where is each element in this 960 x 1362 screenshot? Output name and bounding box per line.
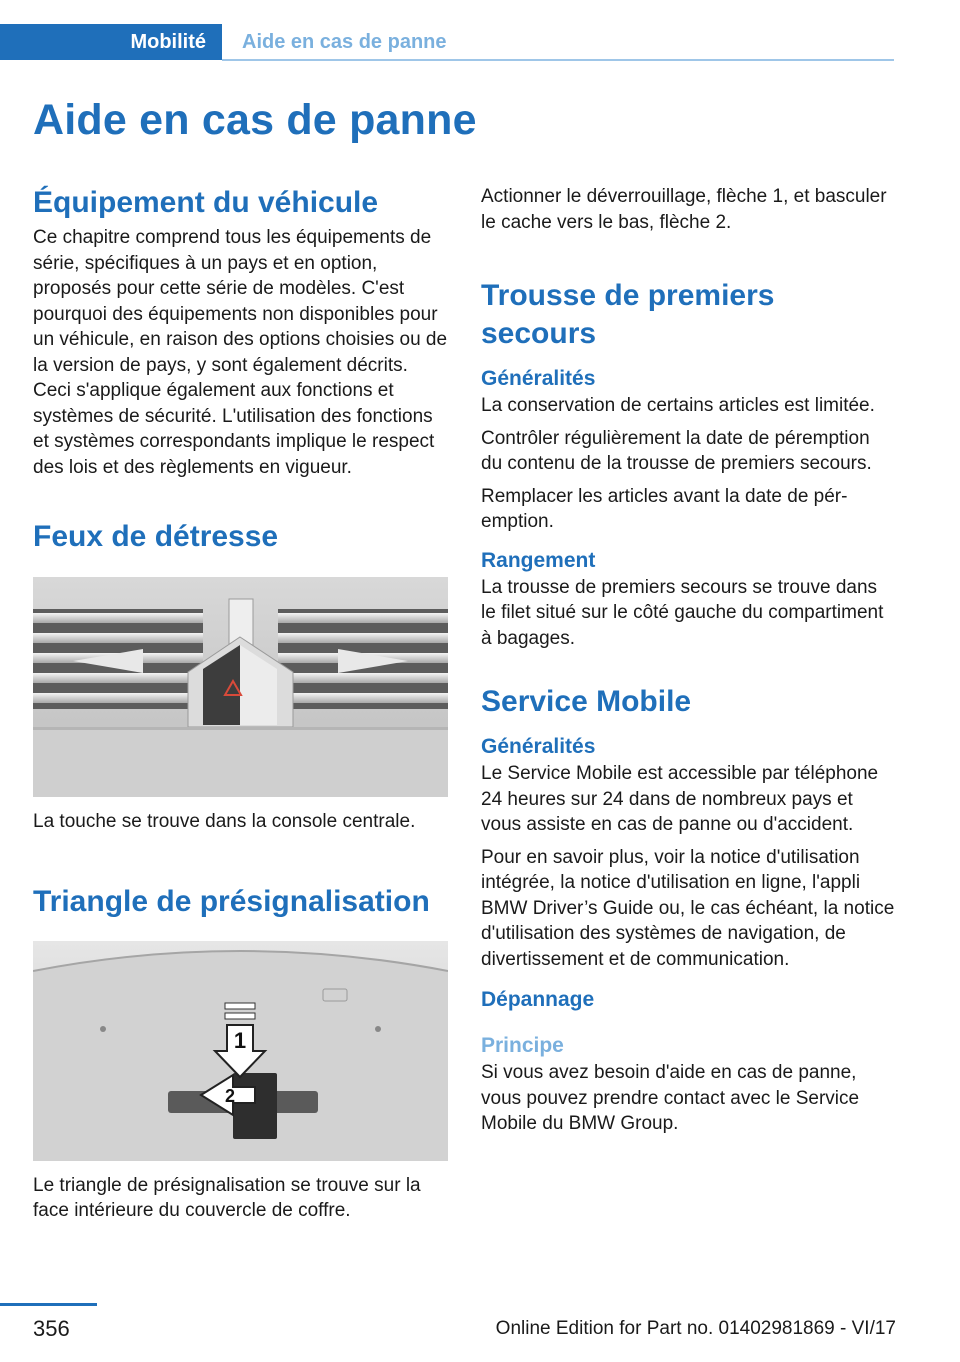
right-column — [481, 184, 896, 1144]
subheading-generalites-trousse: Généralités — [481, 367, 596, 390]
hazard-console-illustration — [33, 577, 448, 797]
paragraph-service-2: Pour en savoir plus, voir la notice d'utilisation intégrée, la notice d'utilisation en ligne, l'appli BMW Driver’s Guide ou, le cas échéant, la notice d'utilisation des systèmes de navigation, de divertissement et de communication. — [481, 846, 895, 970]
warning-triangle-image — [33, 941, 448, 1161]
tab-aide-en-cas-de-panne[interactable]: Aide en cas de panne — [242, 30, 447, 53]
header-divider — [222, 59, 894, 61]
tab-mobilite[interactable]: Mobilité — [0, 24, 222, 60]
paragraph-equipement: Ce chapitre comprend tous les équipements de série, spécifiques à un pays et en option, proposés pour cette série de modèles. C'est pourquoi des équipements non disponibles pour un véhicule, en raison des options choisies ou de la version de pays, y sont également décrits. Ceci s'applique également aux fonctions et systèmes de sécurité. L'utilisation des fonctions et systèmes correspondants implique le respect des lois et des règlements en vigueur. — [33, 227, 448, 478]
arrow-1-label: 1 — [233, 1027, 247, 1053]
paragraph-deverrouillage: Actionner le déverrouillage, flèche 1, et basculer le cache vers le bas, flèche 2. — [481, 186, 887, 233]
subheading-depannage: Dépannage — [481, 988, 595, 1011]
page-title: Aide en cas de panne — [33, 96, 477, 144]
caption-feux-de-detresse: La touche se trouve dans la console centrale. — [33, 811, 416, 832]
subheading-generalites-service: Généralités — [481, 735, 596, 758]
paragraph-rangement: La trousse de premiers secours se trouve dans le filet situé sur le côté gauche du compartiment à bagages. — [481, 576, 884, 649]
trunk-lid-illustration — [33, 941, 448, 1161]
page-number: 356 — [33, 1316, 70, 1341]
arrow-2-label: 2 — [224, 1085, 236, 1106]
right-vent — [278, 609, 448, 709]
paragraph-trousse-2: Contrôler régulièrement la date de péremption du contenu de la trousse de premiers secours. — [481, 427, 872, 474]
left-column — [33, 184, 448, 1231]
footer-divider — [0, 1303, 97, 1306]
caption-triangle: Le triangle de présignalisation se trouve sur la face intérieure du couvercle de coffre. — [33, 1174, 421, 1221]
left-vent — [33, 609, 203, 709]
section-heading-triangle: Triangle de présignalisation — [33, 884, 430, 918]
edition-info: Online Edition for Part no. 01402981869 - VI/17 — [495, 1318, 896, 1339]
section-heading-feux-de-detresse: Feux de détresse — [33, 520, 279, 553]
subheading-principe: Principe — [481, 1034, 564, 1057]
paragraph-trousse-1: La conservation de certains articles est limitée. — [481, 395, 875, 416]
paragraph-trousse-3: Remplacer les articles avant la date de péremption. — [481, 485, 848, 532]
header-tabs — [0, 24, 894, 62]
paragraph-principe: Si vous avez besoin d'aide en cas de panne, vous pouvez prendre contact avec le Service Mobile du BMW Group. — [481, 1062, 860, 1134]
paragraph-service-1: Le Service Mobile est accessible par téléphone 24 heures sur 24 dans de nombreux pays et vous assiste en cas de panne ou d'accident. — [481, 763, 879, 835]
hazard-lights-image — [33, 577, 448, 797]
section-heading-service-mobile: Service Mobile — [481, 685, 692, 718]
subheading-rangement: Rangement — [481, 548, 596, 572]
section-heading-equipement: Équipement du véhicule — [33, 186, 379, 219]
section-heading-trousse: Trousse de premiers secours — [481, 279, 775, 350]
